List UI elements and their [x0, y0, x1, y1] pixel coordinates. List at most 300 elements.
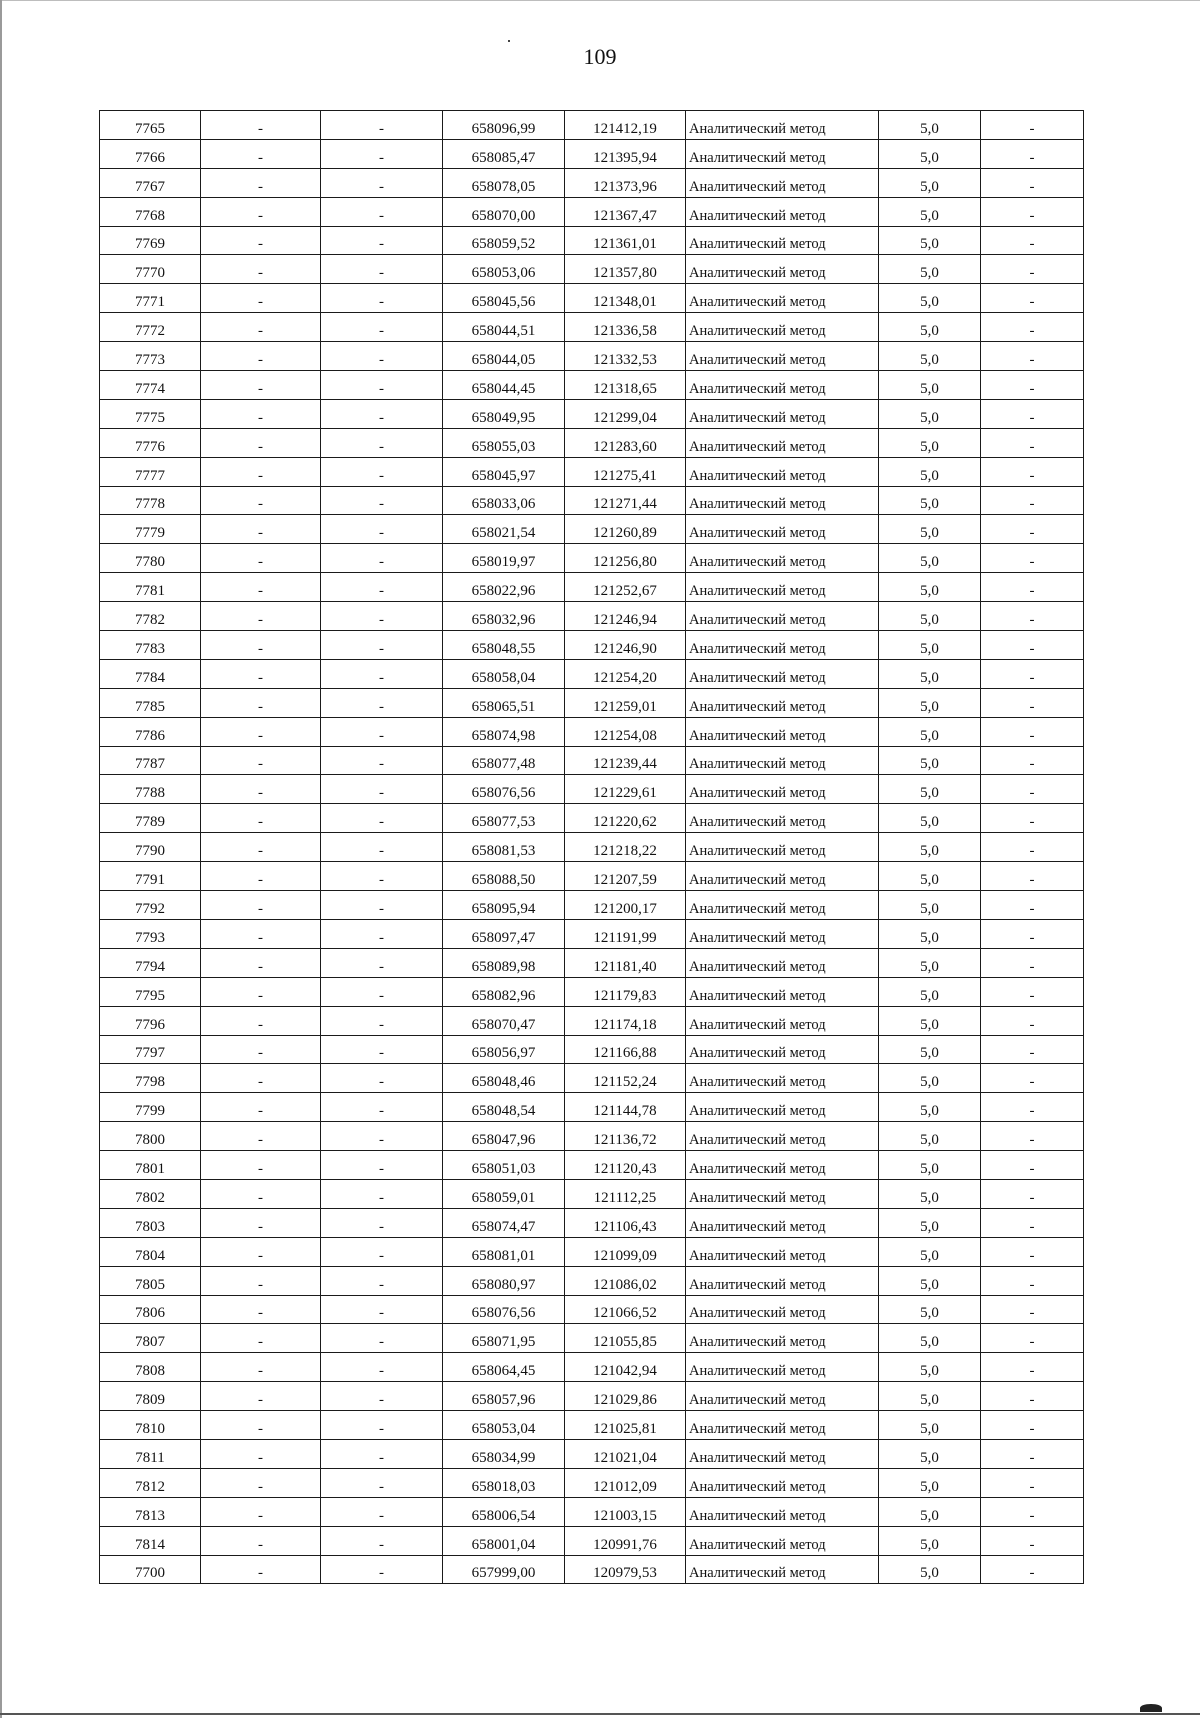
cell-point-number — [100, 1439, 201, 1468]
cell-cell-empty-b — [321, 111, 443, 140]
cell-cell-empty-c — [981, 977, 1084, 1006]
cell-text: Аналитический метод — [689, 1507, 826, 1524]
cell-text: 121120,43 — [593, 1160, 657, 1177]
cell-text: 121256,80 — [593, 554, 657, 571]
table-row — [100, 313, 1084, 342]
cell-text: 5,0 — [920, 120, 939, 137]
cell-cell-empty-a — [201, 573, 321, 602]
cell-accuracy — [879, 804, 981, 833]
cell-cell-empty-b — [321, 891, 443, 920]
cell-text: 658065,51 — [471, 698, 536, 715]
cell-cell-empty-b — [321, 544, 443, 573]
cell-text: - — [379, 1103, 384, 1120]
cell-coord-x — [443, 573, 565, 602]
cell-text: - — [258, 1016, 263, 1033]
cell-text: 7767 — [135, 178, 165, 195]
cell-cell-empty-c — [981, 226, 1084, 255]
cell-text: - — [379, 496, 384, 513]
cell-text: 121260,89 — [593, 525, 657, 542]
cell-text: 121299,04 — [593, 409, 657, 426]
cell-text: 658006,54 — [471, 1507, 536, 1524]
cell-text: - — [258, 1305, 263, 1322]
cell-text: Аналитический метод — [689, 843, 826, 860]
cell-cell-empty-b — [321, 804, 443, 833]
cell-coord-y — [565, 1497, 686, 1526]
cell-accuracy — [879, 1208, 981, 1237]
cell-coord-y — [565, 977, 686, 1006]
cell-method — [686, 1266, 879, 1295]
table-row — [100, 833, 1084, 862]
cell-text: 658001,04 — [471, 1536, 536, 1553]
cell-coord-y — [565, 804, 686, 833]
cell-text: 7768 — [135, 207, 165, 224]
cell-accuracy — [879, 1179, 981, 1208]
cell-text: - — [1029, 1160, 1035, 1177]
cell-text: 121066,52 — [593, 1305, 657, 1322]
cell-text: 121336,58 — [593, 323, 657, 340]
cell-cell-empty-c — [981, 399, 1084, 428]
cell-text: Аналитический метод — [689, 583, 826, 600]
cell-text: 121181,40 — [593, 958, 657, 975]
table-row — [100, 197, 1084, 226]
cell-text: 7794 — [135, 958, 165, 975]
cell-coord-x — [443, 1064, 565, 1093]
cell-text: 657999,00 — [471, 1565, 536, 1582]
cell-cell-empty-c — [981, 1151, 1084, 1180]
cell-cell-empty-b — [321, 1093, 443, 1122]
cell-coord-x — [443, 313, 565, 342]
cell-coord-y — [565, 1526, 686, 1555]
cell-text: 658048,55 — [471, 640, 536, 657]
cell-text: 121259,01 — [593, 698, 657, 715]
cell-text: Аналитический метод — [689, 1218, 826, 1235]
cell-cell-empty-c — [981, 139, 1084, 168]
cell-cell-empty-a — [201, 717, 321, 746]
cell-text: - — [258, 1334, 263, 1351]
cell-cell-empty-a — [201, 1411, 321, 1440]
cell-text: - — [1029, 1565, 1035, 1582]
cell-point-number — [100, 891, 201, 920]
cell-text: Аналитический метод — [689, 958, 826, 975]
cell-cell-empty-b — [321, 1526, 443, 1555]
table-row — [100, 688, 1084, 717]
cell-cell-empty-a — [201, 602, 321, 631]
cell-coord-x — [443, 1497, 565, 1526]
cell-point-number — [100, 746, 201, 775]
cell-text: - — [258, 958, 263, 975]
cell-coord-y — [565, 428, 686, 457]
cell-coord-y — [565, 1324, 686, 1353]
cell-text: - — [379, 987, 384, 1004]
cell-text: 5,0 — [920, 1132, 939, 1149]
table-row — [100, 1064, 1084, 1093]
table-row — [100, 775, 1084, 804]
cell-text: 7809 — [135, 1392, 165, 1409]
cell-text: - — [379, 1218, 384, 1235]
cell-text: 5,0 — [920, 929, 939, 946]
cell-text: Аналитический метод — [689, 323, 826, 340]
cell-text: - — [1029, 1276, 1035, 1293]
cell-method — [686, 139, 879, 168]
cell-text: 121174,18 — [593, 1016, 657, 1033]
cell-text: 121191,99 — [593, 929, 657, 946]
cell-point-number — [100, 1093, 201, 1122]
cell-text: Аналитический метод — [689, 149, 826, 166]
cell-cell-empty-b — [321, 602, 443, 631]
cell-text: Аналитический метод — [689, 1074, 826, 1091]
cell-point-number — [100, 1382, 201, 1411]
cell-cell-empty-a — [201, 313, 321, 342]
cell-text: 121275,41 — [593, 467, 657, 484]
cell-point-number — [100, 284, 201, 313]
cell-text: 658080,97 — [471, 1276, 536, 1293]
cell-coord-y — [565, 197, 686, 226]
cell-accuracy — [879, 139, 981, 168]
cell-point-number — [100, 1353, 201, 1382]
cell-coord-x — [443, 1006, 565, 1035]
cell-text: 5,0 — [920, 1536, 939, 1553]
cell-text: 5,0 — [920, 669, 939, 686]
cell-text: 7788 — [135, 785, 165, 802]
cell-text: Аналитический метод — [689, 438, 826, 455]
cell-text: 7771 — [135, 294, 165, 311]
cell-text: 7770 — [135, 265, 165, 282]
cell-text: - — [258, 1132, 263, 1149]
cell-method — [686, 1468, 879, 1497]
cell-coord-y — [565, 631, 686, 660]
cell-method — [686, 775, 879, 804]
cell-cell-empty-a — [201, 1151, 321, 1180]
cell-text: 658022,96 — [471, 583, 536, 600]
cell-cell-empty-c — [981, 659, 1084, 688]
cell-text: - — [258, 1478, 263, 1495]
cell-cell-empty-c — [981, 197, 1084, 226]
cell-cell-empty-b — [321, 515, 443, 544]
cell-point-number — [100, 717, 201, 746]
cell-text: 121025,81 — [593, 1420, 657, 1437]
cell-cell-empty-b — [321, 371, 443, 400]
cell-text: - — [1029, 1045, 1035, 1062]
cell-point-number — [100, 833, 201, 862]
cell-coord-x — [443, 1295, 565, 1324]
cell-text: - — [258, 785, 263, 802]
cell-text: 658076,56 — [471, 785, 536, 802]
cell-text: - — [379, 1276, 384, 1293]
cell-accuracy — [879, 573, 981, 602]
cell-point-number — [100, 688, 201, 717]
cell-text: 7813 — [135, 1507, 165, 1524]
cell-text: - — [258, 1363, 263, 1380]
cell-text: Аналитический метод — [689, 1420, 826, 1437]
cell-text: 5,0 — [920, 814, 939, 831]
cell-cell-empty-c — [981, 313, 1084, 342]
cell-text: - — [379, 1363, 384, 1380]
cell-cell-empty-a — [201, 197, 321, 226]
cell-text: 658044,05 — [471, 352, 536, 369]
cell-cell-empty-a — [201, 255, 321, 284]
cell-accuracy — [879, 1122, 981, 1151]
cell-text: 5,0 — [920, 1218, 939, 1235]
cell-text: - — [1029, 698, 1035, 715]
cell-text: 121246,94 — [593, 612, 657, 629]
cell-text: Аналитический метод — [689, 1305, 826, 1322]
cell-text: 7784 — [135, 669, 165, 686]
cell-accuracy — [879, 833, 981, 862]
cell-text: 121412,19 — [593, 120, 657, 137]
cell-text: 121099,09 — [593, 1247, 657, 1264]
cell-text: Аналитический метод — [689, 785, 826, 802]
cell-text: 5,0 — [920, 958, 939, 975]
cell-point-number — [100, 1411, 201, 1440]
cell-point-number — [100, 486, 201, 515]
cell-point-number — [100, 775, 201, 804]
table-row — [100, 399, 1084, 428]
cell-cell-empty-a — [201, 1122, 321, 1151]
cell-text: 658070,00 — [471, 207, 536, 224]
cell-coord-x — [443, 1208, 565, 1237]
cell-text: Аналитический метод — [689, 727, 826, 744]
cell-text: - — [379, 1189, 384, 1206]
cell-text: - — [258, 1247, 263, 1264]
table-body — [100, 111, 1084, 1584]
cell-text: - — [258, 207, 263, 224]
cell-accuracy — [879, 1151, 981, 1180]
cell-text: - — [1029, 987, 1035, 1004]
cell-coord-x — [443, 602, 565, 631]
cell-text: - — [258, 294, 263, 311]
cell-accuracy — [879, 111, 981, 140]
cell-text: Аналитический метод — [689, 1189, 826, 1206]
cell-cell-empty-b — [321, 1006, 443, 1035]
cell-coord-x — [443, 746, 565, 775]
cell-text: 7797 — [135, 1045, 165, 1062]
table-row — [100, 515, 1084, 544]
cell-text: - — [379, 207, 384, 224]
cell-text: - — [258, 380, 263, 397]
table-row — [100, 544, 1084, 573]
cell-text: - — [1029, 1420, 1035, 1437]
cell-cell-empty-b — [321, 1179, 443, 1208]
cell-text: 121218,22 — [593, 843, 657, 860]
cell-point-number — [100, 226, 201, 255]
cell-method — [686, 1064, 879, 1093]
cell-cell-empty-c — [981, 746, 1084, 775]
cell-text: - — [379, 1334, 384, 1351]
cell-text: 7786 — [135, 727, 165, 744]
cell-accuracy — [879, 602, 981, 631]
cell-point-number — [100, 371, 201, 400]
cell-text: - — [1029, 958, 1035, 975]
cell-text: - — [1029, 1218, 1035, 1235]
cell-cell-empty-c — [981, 948, 1084, 977]
cell-cell-empty-c — [981, 1353, 1084, 1382]
cell-text: 658055,03 — [471, 438, 536, 455]
cell-text: 658051,03 — [471, 1160, 536, 1177]
cell-point-number — [100, 544, 201, 573]
cell-text: 7801 — [135, 1160, 165, 1177]
table-row — [100, 428, 1084, 457]
cell-text: 5,0 — [920, 1363, 939, 1380]
cell-text: 7808 — [135, 1363, 165, 1380]
cell-accuracy — [879, 428, 981, 457]
cell-text: - — [258, 929, 263, 946]
cell-cell-empty-b — [321, 1237, 443, 1266]
cell-text: 5,0 — [920, 900, 939, 917]
cell-point-number — [100, 631, 201, 660]
cell-coord-x — [443, 1468, 565, 1497]
cell-text: 5,0 — [920, 1565, 939, 1582]
cell-coord-x — [443, 688, 565, 717]
cell-text: - — [1029, 1189, 1035, 1206]
cell-coord-x — [443, 1179, 565, 1208]
cell-coord-y — [565, 168, 686, 197]
cell-cell-empty-b — [321, 1122, 443, 1151]
cell-coord-x — [443, 1266, 565, 1295]
cell-method — [686, 717, 879, 746]
cell-text: - — [258, 669, 263, 686]
cell-text: 658077,48 — [471, 756, 536, 773]
cell-text: 5,0 — [920, 583, 939, 600]
cell-coord-y — [565, 862, 686, 891]
cell-cell-empty-c — [981, 342, 1084, 371]
cell-accuracy — [879, 1411, 981, 1440]
cell-text: 5,0 — [920, 698, 939, 715]
cell-text: - — [379, 438, 384, 455]
cell-cell-empty-a — [201, 457, 321, 486]
cell-text: Аналитический метод — [689, 1103, 826, 1120]
cell-point-number — [100, 197, 201, 226]
cell-cell-empty-a — [201, 399, 321, 428]
cell-cell-empty-c — [981, 1006, 1084, 1035]
cell-point-number — [100, 1526, 201, 1555]
cell-text: - — [1029, 525, 1035, 542]
cell-accuracy — [879, 775, 981, 804]
cell-text: 658049,95 — [471, 409, 536, 426]
cell-cell-empty-c — [981, 515, 1084, 544]
cell-text: 5,0 — [920, 554, 939, 571]
cell-text: 7812 — [135, 1478, 165, 1495]
table-row — [100, 457, 1084, 486]
cell-text: - — [379, 1016, 384, 1033]
cell-coord-y — [565, 1237, 686, 1266]
cell-text: - — [379, 409, 384, 426]
cell-point-number — [100, 919, 201, 948]
cell-text: 658045,97 — [471, 467, 536, 484]
cell-text: 121207,59 — [593, 872, 657, 889]
cell-cell-empty-b — [321, 1208, 443, 1237]
cell-text: - — [258, 438, 263, 455]
cell-text: 658097,47 — [471, 929, 536, 946]
cell-text: 121112,25 — [593, 1189, 657, 1206]
cell-text: 658053,04 — [471, 1420, 536, 1437]
cell-text: - — [258, 525, 263, 542]
cell-text: - — [1029, 843, 1035, 860]
cell-method — [686, 631, 879, 660]
cell-cell-empty-c — [981, 631, 1084, 660]
cell-cell-empty-c — [981, 428, 1084, 457]
cell-accuracy — [879, 1006, 981, 1035]
cell-text: 7803 — [135, 1218, 165, 1235]
scan-corner-mark — [1140, 1704, 1162, 1712]
cell-text: - — [379, 149, 384, 166]
cell-text: Аналитический метод — [689, 1160, 826, 1177]
cell-text: 121220,62 — [593, 814, 657, 831]
table-row — [100, 1411, 1084, 1440]
cell-accuracy — [879, 1237, 981, 1266]
cell-coord-y — [565, 515, 686, 544]
cell-text: Аналитический метод — [689, 294, 826, 311]
cell-method — [686, 659, 879, 688]
cell-text: - — [258, 178, 263, 195]
cell-point-number — [100, 111, 201, 140]
cell-coord-x — [443, 1324, 565, 1353]
cell-text: 7765 — [135, 120, 165, 137]
cell-text: - — [258, 1449, 263, 1466]
cell-text: - — [1029, 467, 1035, 484]
cell-text: - — [379, 294, 384, 311]
cell-cell-empty-c — [981, 486, 1084, 515]
cell-cell-empty-b — [321, 1266, 443, 1295]
cell-cell-empty-c — [981, 111, 1084, 140]
cell-cell-empty-a — [201, 1208, 321, 1237]
cell-text: 658064,45 — [471, 1363, 536, 1380]
cell-coord-x — [443, 833, 565, 862]
cell-accuracy — [879, 255, 981, 284]
cell-coord-y — [565, 1295, 686, 1324]
cell-method — [686, 1122, 879, 1151]
cell-text: 121042,94 — [593, 1363, 657, 1380]
table-row — [100, 1179, 1084, 1208]
cell-cell-empty-b — [321, 1411, 443, 1440]
cell-method — [686, 1324, 879, 1353]
cell-point-number — [100, 399, 201, 428]
cell-method — [686, 804, 879, 833]
cell-text: - — [258, 236, 263, 253]
cell-text: 7789 — [135, 814, 165, 831]
cell-point-number — [100, 977, 201, 1006]
cell-text: Аналитический метод — [689, 669, 826, 686]
cell-text: 7769 — [135, 236, 165, 253]
cell-text: 121152,24 — [593, 1074, 657, 1091]
cell-text: 658048,54 — [471, 1103, 536, 1120]
cell-text: - — [1029, 1247, 1035, 1264]
cell-text: 5,0 — [920, 756, 939, 773]
cell-text: - — [1029, 294, 1035, 311]
cell-text: - — [379, 785, 384, 802]
table-row — [100, 1353, 1084, 1382]
cell-text: - — [1029, 1507, 1035, 1524]
cell-accuracy — [879, 659, 981, 688]
cell-cell-empty-b — [321, 1151, 443, 1180]
table-row — [100, 1006, 1084, 1035]
cell-cell-empty-a — [201, 486, 321, 515]
cell-point-number — [100, 1555, 201, 1584]
cell-text: 7775 — [135, 409, 165, 426]
cell-text: - — [258, 1103, 263, 1120]
table-row — [100, 659, 1084, 688]
cell-cell-empty-c — [981, 1208, 1084, 1237]
cell-text: 7700 — [135, 1565, 165, 1582]
cell-text: - — [258, 409, 263, 426]
cell-text: 7783 — [135, 640, 165, 657]
table-row — [100, 1555, 1084, 1584]
cell-cell-empty-c — [981, 1064, 1084, 1093]
cell-text: 658074,47 — [471, 1218, 536, 1235]
cell-coord-y — [565, 111, 686, 140]
cell-coord-x — [443, 1555, 565, 1584]
cell-text: 7772 — [135, 323, 165, 340]
cell-coord-y — [565, 746, 686, 775]
